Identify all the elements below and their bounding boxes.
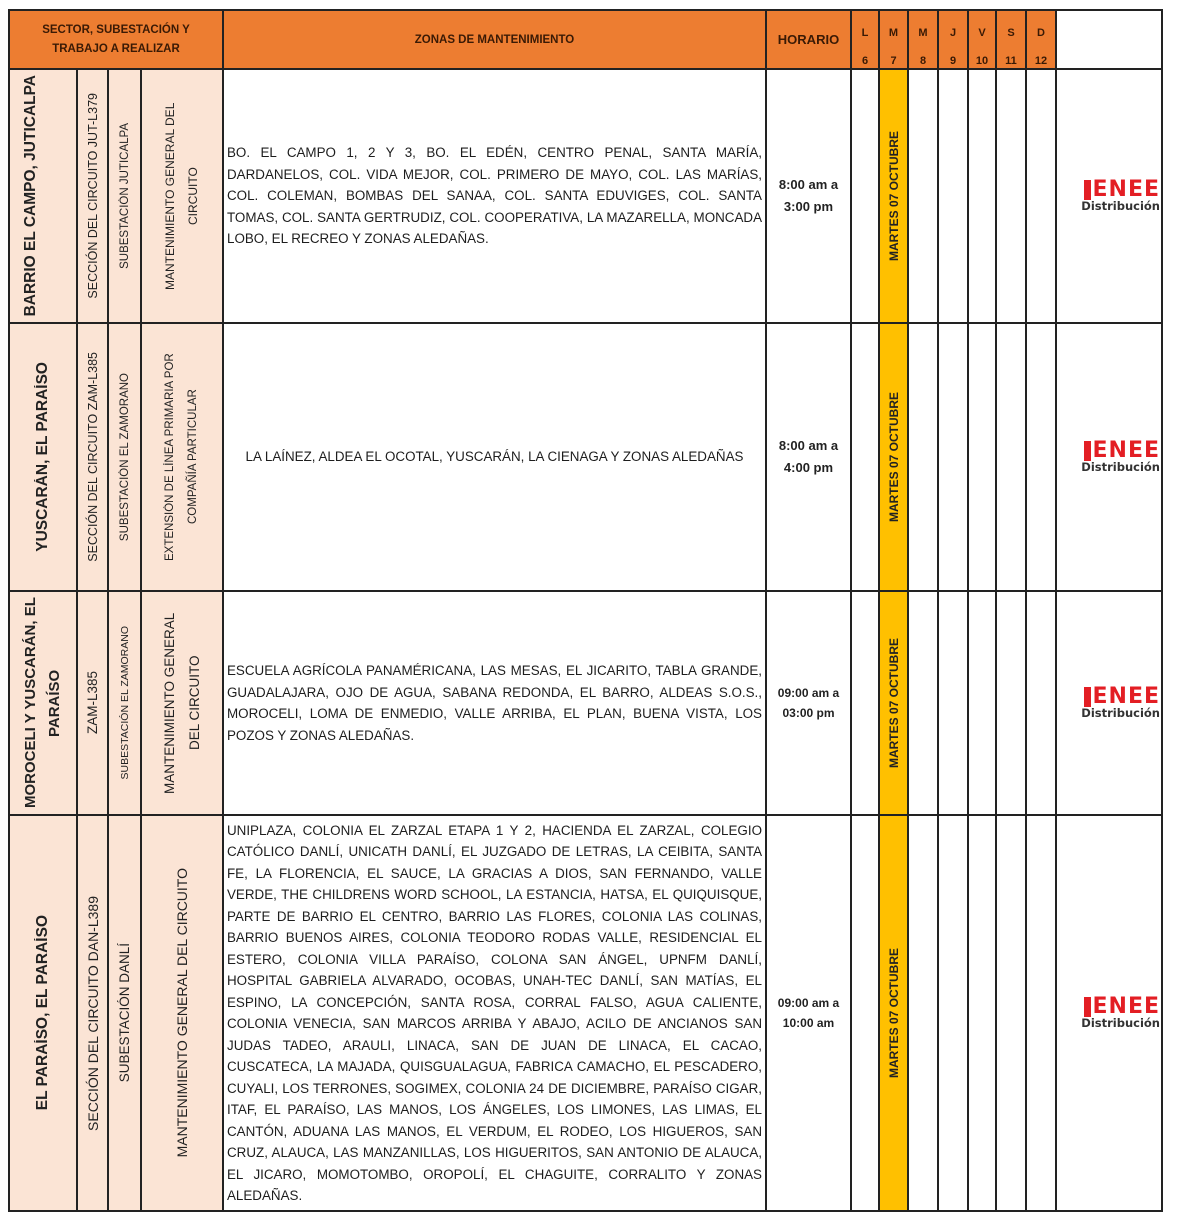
row3-logo xyxy=(1057,592,1163,816)
row4-zonas: UNIPLAZA, COLONIA EL ZARZAL ETAPA 1 Y 2, HACIENDA EL ZARZAL, COLEGIO CATÓLICO DANLÍ, UNICATH DANLÍ, EL JUZGADO DE LETRAS, LA CEIBITA, SANTA FE, LA FLORENCIA, EL SAUCE, LA GRACIAS A DIOS, SAN FERNANDO, VALLE VERDE, THE CHILDRENS WORD SCHOOL, LA ESTANCIA, HATSA, EL QUIQUISQUE, PARTE DE BARRIO EL CENTRO, BARRIO LAS FLORES, COLONIA LAS COLINAS, BARRIO BUENOS AIRES, COLONIA TEODORO RODAS VALLE, RESIDENCIAL EL ESTERO, COLONIA VILLA PARAÍSO, COLONA SAN ÁNGEL, UPNFM DANLÍ, HOSPITAL GABRIELA ALVARADO, OCOBAS, UNAH-TEC DANLÍ, SAN MATÍAS, EL ESPINO, LA CONCEPCIÓN, SANTA ROSA, CORRAL FALSO, AGUA CALIENTE, COLONIA VENECIA, SAN MARCOS ARRIBA Y ABAJO, ACILO DE ANCIANOS SAN JUDAS TADEO, ARAULI, LINACA, SAN DE JUAN DE LINACA, EL CACAO, CUSCATECA, LA MAJADA, QUISGUALAGUA, FABRICA CAMACHO, EL PESCADERO, CUYALI, LOS TERRONES, SOGIMEX, COLONIA 24 DE DICIEMBRE, PARAÍSO CIGAR, ITAF, EL PARAÍSO, LAS MANOS, LOS ÁNGELES, LOS LIMONES, LAS LIMAS, EL CANTÓN, ADUANA LAS MANOS, EL VERDUM, EL RODEO, LOS HIGUEROS, SAN CRUZ, ALAUCA, LAS MANZANILLAS, LOS HIGUERITOS, SAN ANTONIO DE ALAUCA, EL JICARO, MOMOTOMBO, OROPOLÍ, EL CHAGUITE, CORRALITO Y ZONAS ALEDAÑAS. xyxy=(224,816,767,1210)
row3-day-m2 xyxy=(909,592,939,816)
row4-logo xyxy=(1057,816,1163,1210)
header-zonas xyxy=(224,11,767,70)
header-logo-blank xyxy=(1057,11,1163,70)
row4-day-l xyxy=(852,816,880,1210)
row1-day-m2 xyxy=(909,70,939,324)
header-horario xyxy=(767,11,852,70)
row4-day-m2 xyxy=(909,816,939,1210)
row4-day-j xyxy=(939,816,969,1210)
row1-zonas: BO. EL CAMPO 1, 2 Y 3, BO. EL EDÉN, CENTRO PENAL, SANTA MARÍA, DARDANELOS, COL. VIDA MEJOR, COL. PRIMERO DE MAYO, COL. LAS MARÍAS, COL. COLEMAN, BOMBAS DEL SANAA, COL. SANTA EDUVIGES, COL. SANTA TOMAS, COL. SANTA GERTRUDIZ, COL. COOPERATIVA, LA MAZARELLA, MONCADA LOBO, EL RECREO Y ZONAS ALEDAÑAS. xyxy=(224,70,767,324)
row2-logo xyxy=(1057,324,1163,592)
row4-circuito: SECCIÓN DEL CIRCUITO DAN-L389 xyxy=(78,816,109,1210)
enee-logo: ENEE Distribución xyxy=(1081,993,1160,1030)
row3-day-j xyxy=(939,592,969,816)
row3-zonas: ESCUELA AGRÍCOLA PANAMÉRICANA, LAS MESAS, EL JICARITO, TABLA GRANDE, GUADALAJARA, OJO DE AGUA, SABANA REDONDA, EL BARRO, ALDEAS S.O.S., MOROCELI, LOMA DE ENMEDIO, VALLE ARRIBA, EL PLAN, BUENA VISTA, LOS POZOS Y ZONAS ALEDAÑAS. xyxy=(224,592,767,816)
row3-day-m-highlight: MARTES 07 OCTUBRE xyxy=(880,592,909,816)
row2-day-m2 xyxy=(909,324,939,592)
maintenance-schedule-table xyxy=(8,9,1163,1212)
header-day-s: S 11 xyxy=(997,11,1027,70)
row2-trabajo: EXTENSIÓN DE LÍNEA PRIMARIA POR COMPAÑÍA PARTICULAR xyxy=(142,324,224,592)
row1-day-d xyxy=(1027,70,1057,324)
row3-trabajo: MANTENIMIENTO GENERAL DEL CIRCUITO xyxy=(142,592,224,816)
row3-day-d xyxy=(1027,592,1057,816)
row1-day-m-highlight: MARTES 07 OCTUBRE xyxy=(880,70,909,324)
row4-trabajo: MANTENIMIENTO GENERAL DEL CIRCUITO xyxy=(142,816,224,1210)
header-horario-label: HORARIO xyxy=(777,32,840,47)
row4-day-s xyxy=(997,816,1027,1210)
row3-circuito: ZAM-L385 xyxy=(78,592,109,816)
row2-day-s xyxy=(997,324,1027,592)
enee-logo: ENEE Distribución xyxy=(1081,683,1160,720)
row2-horario: 8:00 am a 4:00 pm xyxy=(767,324,852,592)
enee-logo-mark-icon xyxy=(1084,687,1091,707)
row4-day-d xyxy=(1027,816,1057,1210)
row2-circuito: SECCIÓN DEL CIRCUITO ZAM-L385 xyxy=(78,324,109,592)
row4-day-m-highlight: MARTES 07 OCTUBRE xyxy=(880,816,909,1210)
enee-logo: ENEE Distribución xyxy=(1081,437,1160,474)
row1-day-l xyxy=(852,70,880,324)
row1-logo xyxy=(1057,70,1163,324)
row2-day-m-highlight: MARTES 07 OCTUBRE xyxy=(880,324,909,592)
header-day-v: V 10 xyxy=(969,11,997,70)
row1-horario: 8:00 am a 3:00 pm xyxy=(767,70,852,324)
row1-circuito: SECCIÓN DEL CIRCUITO JUT-L379 xyxy=(78,70,109,324)
header-day-d: D 12 xyxy=(1027,11,1057,70)
row4-sector: EL PARAÍSO, EL PARAÍSO xyxy=(10,816,78,1210)
row1-subestacion: SUBESTACIÓN JUTICALPA xyxy=(109,70,142,324)
row3-day-l xyxy=(852,592,880,816)
enee-logo-mark-icon xyxy=(1084,180,1091,200)
enee-logo: ENEE Distribución xyxy=(1081,176,1160,213)
row2-day-v xyxy=(969,324,997,592)
header-sector-label: SECTOR, SUBESTACIÓN Y TRABAJO A REALIZAR xyxy=(42,23,190,55)
header-day-m1: M 7 xyxy=(880,11,909,70)
enee-logo-mark-icon xyxy=(1084,441,1091,461)
row3-day-s xyxy=(997,592,1027,816)
header-sector xyxy=(10,11,224,70)
row2-subestacion: SUBESTACIÓN EL ZAMORANO xyxy=(109,324,142,592)
row3-sector: MOROCELI Y YUSCARÁN, EL PARAÍSO xyxy=(10,592,78,816)
row3-day-v xyxy=(969,592,997,816)
row1-sector: BARRIO EL CAMPO, JUTICALPA xyxy=(10,70,78,324)
header-day-l: L 6 xyxy=(852,11,880,70)
enee-logo-mark-icon xyxy=(1084,997,1091,1017)
header-zonas-label: ZONAS DE MANTENIMIENTO xyxy=(414,33,575,46)
row4-day-v xyxy=(969,816,997,1210)
row2-day-l xyxy=(852,324,880,592)
row1-day-v xyxy=(969,70,997,324)
row2-day-d xyxy=(1027,324,1057,592)
row2-sector: YUSCARÁN, EL PARAÍSO xyxy=(10,324,78,592)
row4-subestacion: SUBESTACIÓN DANLÍ xyxy=(109,816,142,1210)
row4-horario: 09:00 am a 10:00 am xyxy=(767,816,852,1210)
row1-day-s xyxy=(997,70,1027,324)
row3-horario: 09:00 am a 03:00 pm xyxy=(767,592,852,816)
header-day-j: J 9 xyxy=(939,11,969,70)
row2-zonas: LA LAÍNEZ, ALDEA EL OCOTAL, YUSCARÁN, LA CIENAGA Y ZONAS ALEDAÑAS xyxy=(224,324,767,592)
row1-trabajo: MANTENIMIENTO GENERAL DEL CIRCUITO xyxy=(142,70,224,324)
row3-subestacion: SUBESTACIÓN EL ZAMORANO xyxy=(109,592,142,816)
row2-day-j xyxy=(939,324,969,592)
row1-day-j xyxy=(939,70,969,324)
header-day-m2: M 8 xyxy=(909,11,939,70)
